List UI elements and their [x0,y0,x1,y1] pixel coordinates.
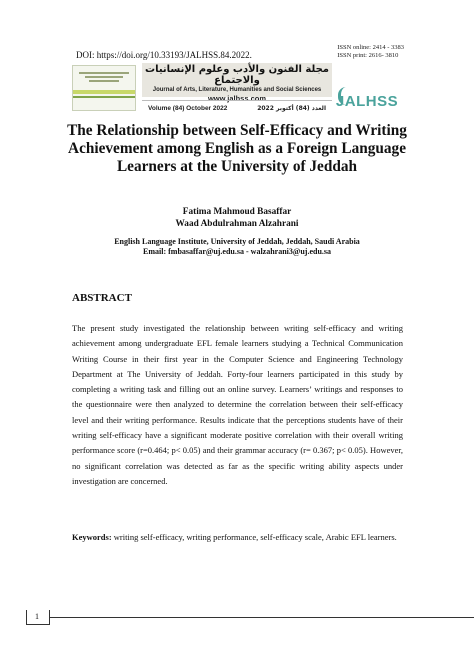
doi-link[interactable]: DOI: https://doi.org/10.33193/JALHSS.84.2022. [76,50,252,60]
journal-arabic-title: مجلة الفنون والأدب وعلوم الإنسانيات والاجتماع [145,64,329,86]
keywords-list: writing self-efficacy, writing performance, self-efficacy scale, Arabic EFL learners. [113,532,397,542]
abstract-heading: ABSTRACT [72,292,132,304]
footer-rule [26,617,474,618]
keywords-paragraph [72,530,403,545]
journal-english-title: Journal of Arts, Literature, Humanities and Social Sciences [152,87,322,93]
logo-text: JALHSS [335,92,399,110]
abstract-text: The present study investigated the relationship between writing self-efficacy and writing achievement among undergraduate EFL female learners studying a Technical Communication Writing Course in their first year in the Computer Science and Engineering Technology Department at The University of Jeddah. Forty-four learners participated in this study by completing a writing task and filling out an online survey. Learners’ writings and responses to the questionnaire were then analyzed to determine the correlation between their self-efficacy level and their writing performance. Results indicate that the perceptions students have of their writing self-efficacy have a significant moderate positive correlation with their overall writing performance score (r=0.464; p< 0.05) and their grammar accuracy (r= 0.367; p< 0.05). However, no significant correlation was detected as far as the specific writing ability aspects under investigation are concerned. [72,323,403,486]
author-name: Fatima Mahmoud Basaffar [182,207,292,217]
affiliation: English Language Institute, University of Jeddah, Jeddah, Saudi Arabia [114,237,360,246]
affiliation-block [0,237,474,257]
issn-print: ISSN print: 2616- 3810 [337,52,399,59]
author-list [0,207,474,230]
paper-title: The Relationship between Self-Efficacy and Writing Achievement among English as a Foreign Language Learners at the University of Jeddah [67,122,407,175]
author-emails: Email: fmbasaffar@uj.edu.sa - walzahrani3@uj.edu.sa [143,247,331,256]
volume-info-arabic: العدد (84) أكتوبر 2022 [257,104,326,112]
journal-banner-center [142,63,332,117]
issn-online: ISSN online: 2414 - 3383 [337,44,404,51]
author-name: Waad Abdulrahman Alzahrani [175,218,299,229]
jalhss-logo [332,63,402,117]
keywords-label: Keywords: [72,532,112,542]
journal-website[interactable]: www.jalhss.com [207,94,267,103]
journal-banner [72,63,402,117]
journal-cover-thumbnail [72,65,136,111]
volume-info: Volume (84) October 2022 [148,104,228,112]
logo-mark-icon [338,87,355,105]
page-number: 1 [35,612,39,621]
issn-block [337,44,404,60]
